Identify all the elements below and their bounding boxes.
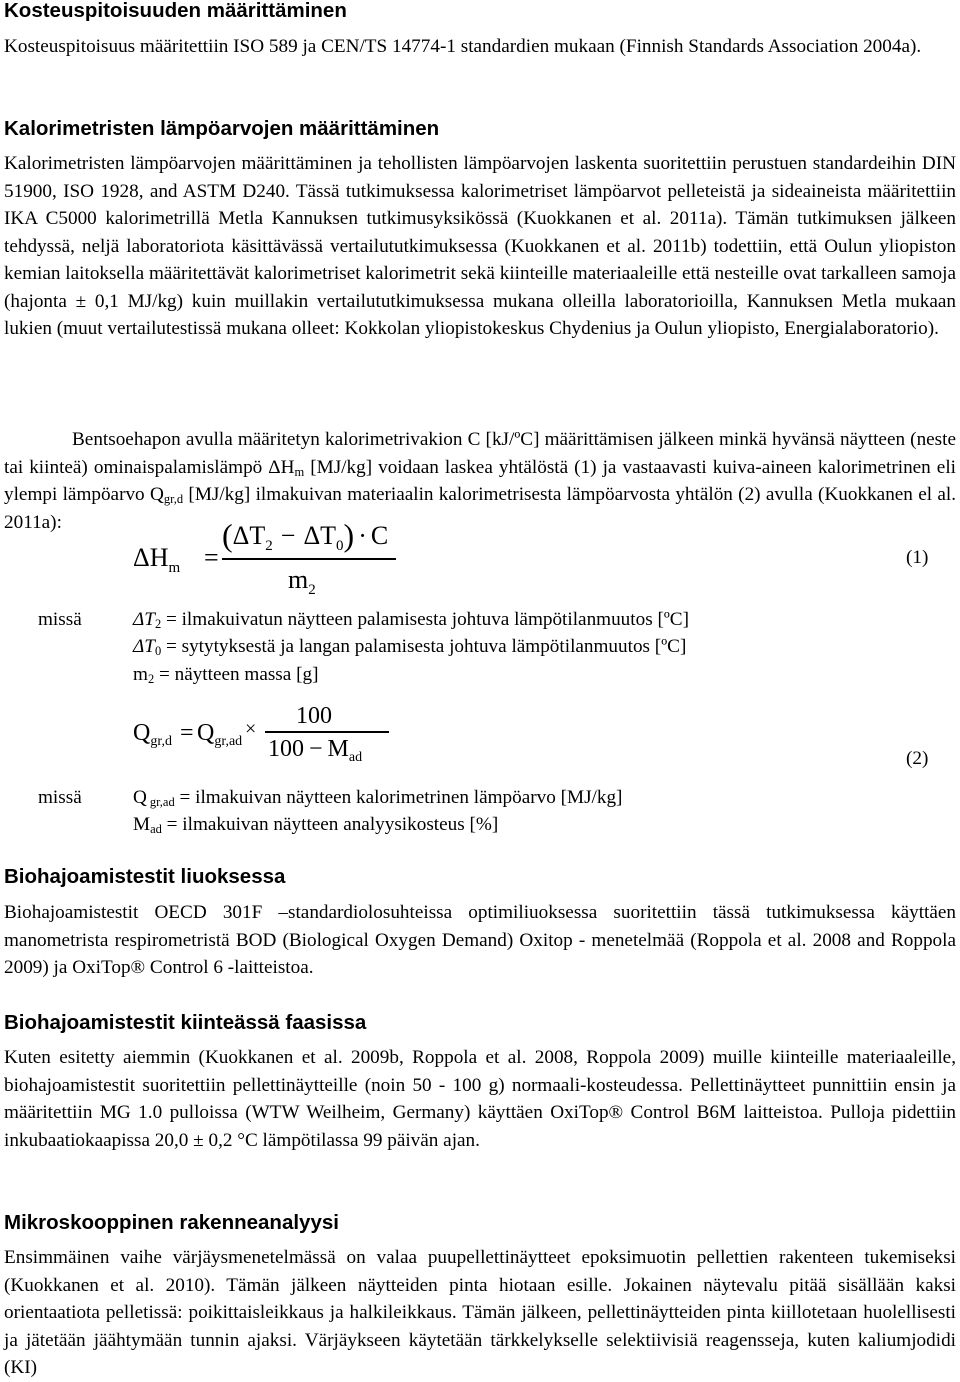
eq2-def-m <box>133 811 498 839</box>
def-delta-t0-text: = sytytyksestä ja langan palamisesta johtuva lämpötilanmuutos [ºC] <box>161 636 687 657</box>
eq2-q-symbol: Q <box>197 720 215 746</box>
equation-1 <box>0 515 960 605</box>
eq1-minus: − <box>280 521 296 550</box>
eq1-lhs-subscript: m <box>168 560 181 576</box>
def-q-symbol: Q <box>133 787 147 808</box>
equation-2 <box>0 700 960 780</box>
paragraph-calorimetric-2-part-a: Bentsoehapon avulla määritetyn kalorimetrivakion C [kJ/ºC] määrittämisen jälkeen minkä hyvänsä näytteen (neste tai kiinteä) ominaispalamislämpö ΔH <box>4 429 956 478</box>
section-heading-biodegradation-liquid: Biohajoamistestit liuoksessa <box>4 865 286 888</box>
eq1-denominator <box>288 565 316 598</box>
eq1-t2-subscript: 2 <box>265 538 273 554</box>
eq1-c: C <box>370 521 389 550</box>
section-heading-microscopy: Mikroskooppinen rakenneanalyysi <box>4 1211 339 1234</box>
eq2-q <box>197 720 242 747</box>
subscript-m: m <box>294 464 305 479</box>
eq1-fraction-bar <box>222 558 396 560</box>
paragraph-biodegradation-liquid: Biohajoamistestit OECD 301F –standardiolosuhteissa optimiliuoksessa suoritettiin tässä tutkimuksessa käyttäen manometrista respirometristä BOD (Biological Oxygen Demand) Oxitop - menetelmää (Roppola et al. 2008 and Roppola 2009) ja OxiTop® Control 6 -laitteistoa. <box>4 902 956 978</box>
section-heading-biodegradation-solid: Biohajoamistestit kiinteässä faasissa <box>4 1011 367 1034</box>
eq2-q-subscript: gr,ad <box>214 734 243 749</box>
paragraph-moisture: Kosteuspitoisuus määritettiin ISO 589 ja CEN/TS 14774-1 standardien mukaan (Finnish Standards Association 2004a). <box>4 36 922 57</box>
def-m-text: = ilmakuivan näytteen analyysikosteus [%] <box>161 814 499 835</box>
eq1-delta-t0: ΔT <box>303 521 337 550</box>
eq1-paren-open: ( <box>222 517 233 553</box>
eq2-den-minus: − <box>309 736 323 762</box>
eq2-frac-denominator <box>268 736 362 763</box>
def-q-subscript: gr,ad <box>149 795 175 809</box>
eq2-den-100: 100 <box>268 736 304 762</box>
eq1-m-subscript: 2 <box>308 582 316 598</box>
eq1-dot: · <box>358 521 367 550</box>
paragraph-biodegradation-solid: Kuten esitetty aiemmin (Kuokkanen et al. 2009b, Roppola et al. 2008, Roppola 2009) muille kiinteille materiaaleille, biohajoamistestit suoritettiin pellettinäytteille (noin 50 - 100 g) normaali-kosteudessa. Pellettinäytteet punnittiin ensin ja määritettiin MG 1.0 pulloissa (WTW Weilheim, Germany) käyttäen OxiTop® Control B6M laitteistoa. Pulloja pidettiin inkubaatiokaapissa 20,0 ± 0,2 °C lämpötilassa 99 päivän ajan. <box>4 1047 956 1151</box>
eq2-times: × <box>245 718 257 740</box>
eq1-def-delta-t0 <box>133 633 686 661</box>
eq1-numerator <box>222 515 388 552</box>
eq2-equals: = <box>180 720 194 746</box>
eq2-number: (2) <box>906 748 929 769</box>
def-q-text: = ilmakuivan näytteen kalorimetrinen lämpöarvo [MJ/kg] <box>174 787 623 808</box>
eq1-def-m2 <box>133 661 318 689</box>
eq2-lhs-subscript: gr,d <box>150 734 172 749</box>
paragraph-microscopy: Ensimmäinen vaihe värjäysmenetelmässä on valaa puupellettinäytteet epoksimuotin pellettien rakenteen tukemiseksi (Kuokkanen et al. 2010). Tämän jälkeen näytteiden pinta hiotaan esille. Jokainen näytevalu pitää sisällään kaksi orientaatiota pelletissä: poikittaisleikkaus ja halkileikkaus. Tämän jälkeen, pellettinäytteiden pinta kiillotetaan huolellisesti ja jätetään jäähtymään tunnin ajaksi. Värjäykseen käytetään tärkkelykselle selektiivisiä reagensseja, kuten kaliumjodidi (KI) <box>4 1247 956 1378</box>
def-delta-t2-text: = ilmakuivatun näytteen palamisesta johtuva lämpötilanmuutos [ºC] <box>161 609 689 630</box>
def-delta-t2-subscript: 2 <box>154 617 162 631</box>
eq1-t0-subscript: 0 <box>336 538 344 554</box>
paragraph-calorimetric-1: Kalorimetristen lämpöarvojen määrittäminen ja tehollisten lämpöarvojen laskenta suoritettiin perustuen standardeihin DIN 51900, ISO 1928, and ASTM D240. Tässä tutkimuksessa kalorimetriset lämpöarvot pelleteistä ja sideaineista määritettiin IKA C5000 kalorimetrillä Metla Kannuksen tutkimusyksikössä (Kuokkanen et al. 2011a). Tämän tutkimuksen jälkeen tehdyssä, neljä laboratoriota käsittävässä vertailututkimuksessa (Kuokkanen et al. 2011b) todettiin, että Oulun yliopiston kemian laitoksella määritettävät kalorimetriset kalorimetrit sekä kiinteille materiaaleille että nesteille ovat tarkalleen samoja (hajonta ± 0,1 MJ/kg) kuin muillakin vertailututkimuksessa mukana olleilla laboratorioilla, Kannuksen Metla mukaan lukien (muut vertailutestissä mukana olleet: Kokkolan yliopistokeskus Chydenius ja Oulun yliopisto, Energialaboratorio). <box>4 153 956 339</box>
eq2-lhs-symbol: Q <box>133 720 151 746</box>
eq1-def-delta-t2 <box>133 606 689 634</box>
eq2-den-m: M <box>327 736 349 762</box>
eq1-equals: = <box>204 543 219 572</box>
eq2-den-subscript: ad <box>348 750 363 765</box>
paragraph-calorimetric-2-part-b: [MJ/kg] voidaan laskea yhtälöstä (1) ja vastaavasti kuiva-aineen kalorimetrinen eli ylempi lämpöarvo Q <box>4 456 956 505</box>
section-heading-calorimetric: Kalorimetristen lämpöarvojen määrittäminen <box>4 117 440 140</box>
def-delta-t2-symbol: ΔT <box>133 609 155 630</box>
eq1-delta-t2: ΔT <box>232 521 266 550</box>
def-delta-t0-symbol: ΔT <box>133 636 155 657</box>
eq1-defs-label: missä <box>38 609 82 630</box>
def-m2-symbol: m <box>133 664 148 685</box>
eq1-lhs <box>133 543 181 576</box>
def-delta-t0-subscript: 0 <box>154 644 162 658</box>
subscript-gr-d: gr,d <box>163 492 184 506</box>
eq1-number: (1) <box>906 547 929 568</box>
eq2-def-q <box>133 784 622 812</box>
eq2-frac-numerator: 100 <box>296 703 332 729</box>
section-heading-moisture: Kosteuspitoisuuden määrittäminen <box>4 0 347 22</box>
def-m2-text: = näytteen massa [g] <box>154 664 319 685</box>
def-m2-subscript: 2 <box>147 672 155 686</box>
eq2-defs-label: missä <box>38 787 82 808</box>
eq1-lhs-symbol: ΔH <box>133 543 169 572</box>
paragraph-calorimetric-2-part-c: [MJ/kg] ilmakuivan materiaalin kalorimetrisesta lämpöarvosta yhtälön (2) avulla (Kuokkanen el al. 2011a): <box>4 484 956 533</box>
eq2-lhs <box>133 720 172 747</box>
eq2-fraction-bar <box>265 731 389 733</box>
eq1-paren-close: ) <box>343 517 355 553</box>
eq1-m: m <box>288 565 309 594</box>
def-m-symbol: M <box>133 814 151 835</box>
def-m-subscript: ad <box>150 822 162 836</box>
